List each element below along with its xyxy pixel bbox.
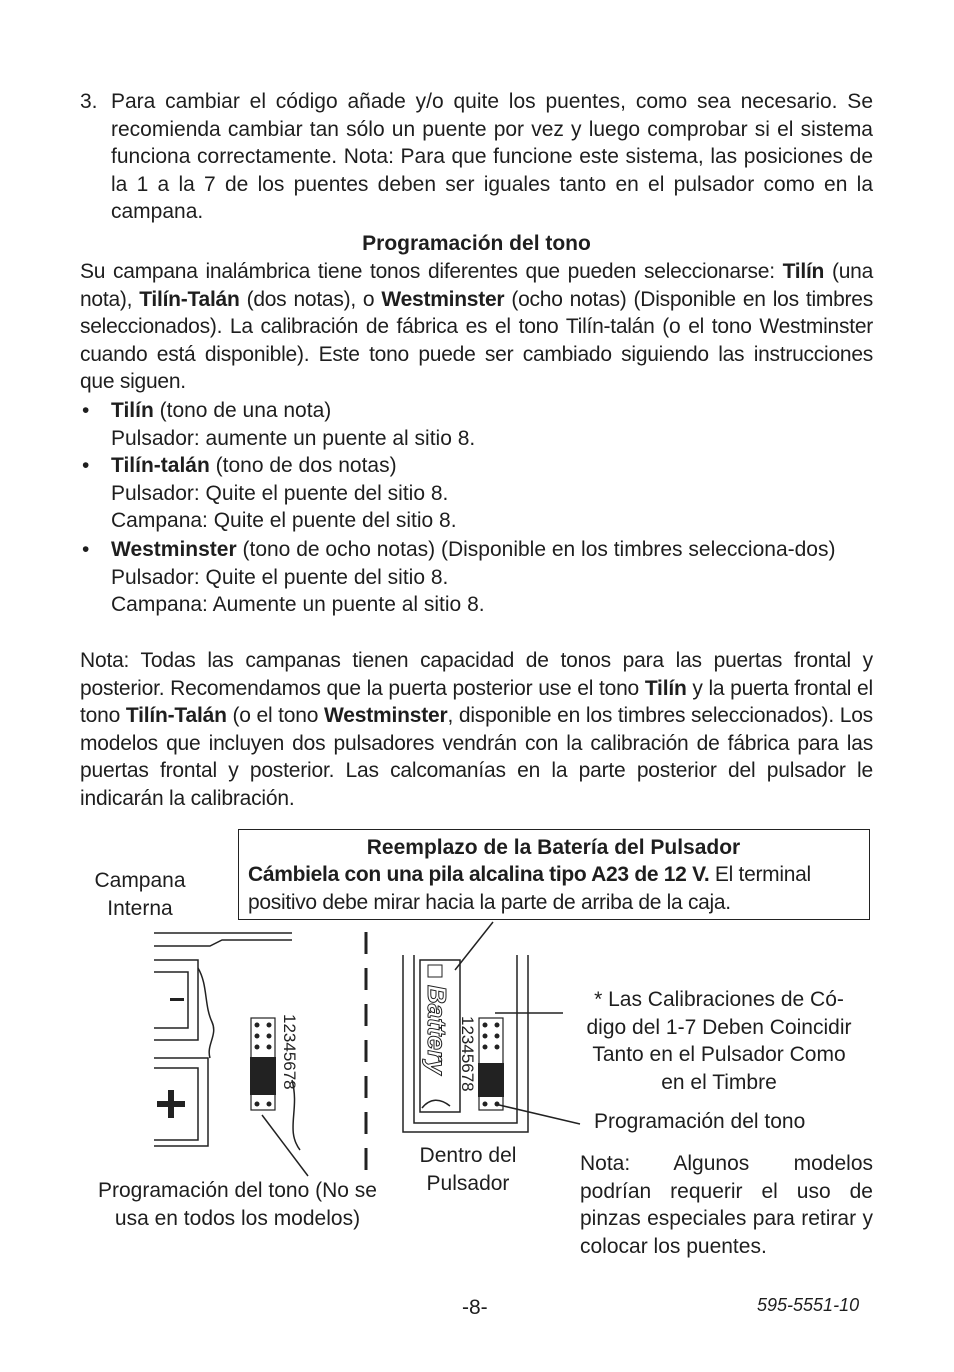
chime-jumper-block — [250, 1018, 276, 1110]
tone-heading: Programación del tono — [362, 232, 591, 255]
battery-box-title: Reemplazo de la Batería del Pulsador — [366, 836, 741, 859]
page-number: -8- — [462, 1296, 488, 1319]
bullet-westminster: Westminster (tono de ocho notas) (Disponible en los timbres selecciona-dos) Pulsador: Quite el puente del sitio 8. Campana: Aumente un puente al sitio 8. — [111, 538, 836, 617]
bullet-tilin: Tilín (tono de una nota) Pulsador: aumente un puente al sitio 8. — [111, 399, 476, 450]
item-number: 3. — [80, 90, 98, 113]
item3-text: Para cambiar el código añade y/o quite los puentes, como sea necesario. Se recomienda cambiar tan sólo un puente por vez y luego comprobar si el sistema funciona correctamente. Nota: Para que funcione este sistema, las posiciones de la 1 a la 7 de los puentes deben ser iguales tanto en el pulsador como en la campana. — [111, 90, 873, 224]
bullet-mark: • — [82, 399, 90, 422]
battery-terminal-icon — [428, 965, 442, 977]
code-match-note: * Las Calibraciones de Có- digo del 1-7 Deben Coincidir Tanto en el Pulsador Como en el Timbre — [586, 988, 852, 1094]
document-code: 595-5551-10 — [757, 1295, 860, 1315]
battery-label: Battery — [422, 985, 452, 1075]
tone-programming-label: Programación del tono — [594, 1110, 806, 1133]
button-jumper-block — [478, 1018, 504, 1110]
campana-label: Campana Interna — [94, 869, 186, 920]
bullet-mark: • — [82, 454, 90, 477]
pliers-note: Nota: Algunos modelos podrían requerir el uso de pinzas especiales para retirar y colocar los puentes. — [580, 1152, 873, 1258]
tone-intro: Su campana inalámbrica tiene tonos diferentes que pueden seleccionarse: Tilín (una nota), Tilín-Talán (dos notas), o Westminster (ocho notas) (Disponible en los timbres seleccionados). La calibración de fábrica es el tono Tilín-talán (o el tono Westminster cuando está disponible). Este tono puede ser cambiado siguiendo las instrucciones que siguen. — [80, 260, 873, 394]
bullet-tilin-talan: Tilín-talán (tono de dos notas) Pulsador: Quite el puente del sitio 8. Campana: Quite el puente del sitio 8. — [111, 454, 457, 533]
minus-icon — [170, 998, 184, 1001]
battery-box-text: Cámbiela con una pila alcalina tipo A23 de 12 V. El terminal positivo debe mirar hacia la parte de arriba de la caja. — [248, 863, 811, 914]
chime-digits: 12345678 — [280, 1014, 299, 1090]
chime-tone-label: Programación del tono (No se usa en todos los modelos) — [98, 1179, 377, 1230]
button-inside-label: Dentro del Pulsador — [419, 1144, 517, 1195]
button-digits: 12345678 — [458, 1016, 477, 1092]
bullet-mark: • — [82, 538, 90, 561]
plus-icon — [157, 1090, 185, 1118]
tone-note: Nota: Todas las campanas tienen capacidad de tonos para las puertas frontal y posterior. Recomendamos que la puerta posterior use el tono Tilín y la puerta frontal el tono Tilín-Talán (o el tono Westminster, disponible en los timbres seleccionados). Los modelos que incluyen dos pulsadores vendrán con la calibración de fábrica para las puertas frontal y posterior. Las calcomanías en la parte posterior del pulsador le indicarán la calibración. — [80, 649, 873, 810]
